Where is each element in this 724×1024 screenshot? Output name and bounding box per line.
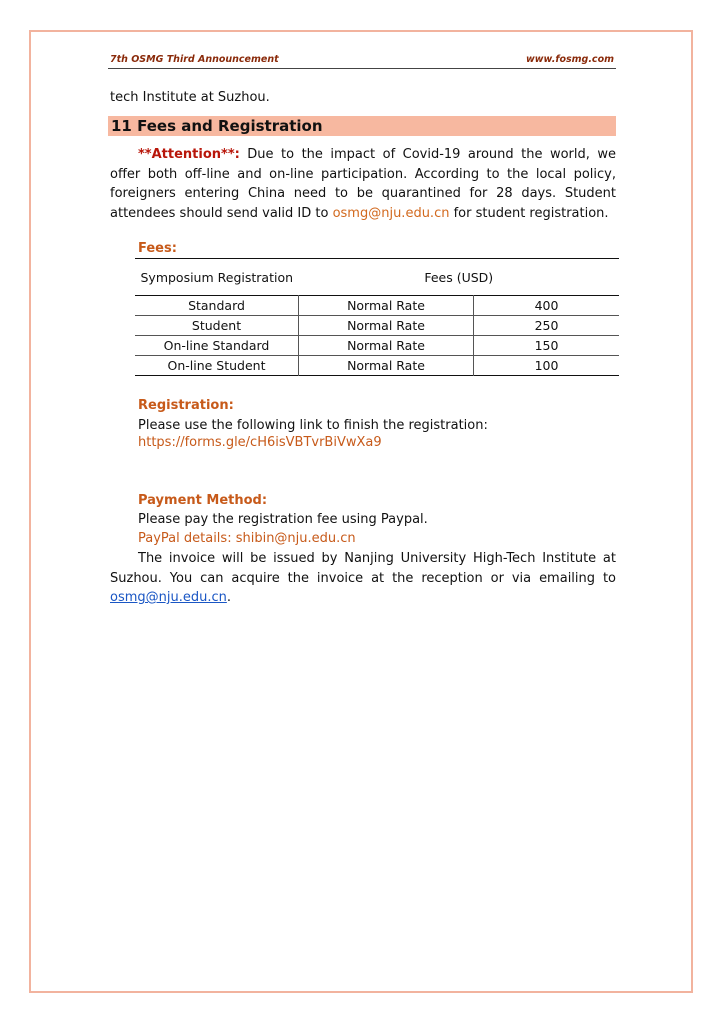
row-category: On-line Student	[167, 358, 266, 373]
header-registration: Symposium Registration	[140, 269, 294, 285]
fees-table-header	[135, 259, 619, 296]
fees-table	[135, 258, 619, 376]
row-rate: Normal Rate	[299, 356, 474, 376]
row-category: On-line Standard	[163, 338, 270, 353]
invoice-end: .	[226, 590, 232, 605]
row-rate: Normal Rate	[299, 296, 474, 316]
table-row	[135, 356, 619, 376]
row-fee: 150	[474, 336, 620, 356]
row-rate: Normal Rate	[299, 336, 474, 356]
row-category: Standard	[188, 298, 245, 313]
attention-email[interactable]: osmg@nju.edu.cn	[332, 205, 450, 221]
paypal-details: PayPal details: shibin@nju.edu.cn	[138, 531, 356, 546]
row-fee: 100	[474, 356, 620, 376]
attention-text: Due to the impact of Covid-19 around the world, we offer both off-line and on-line participation. According to the local policy, foreigners entering China need to be quarantined for 28 days. Student attendees should send valid ID to	[110, 147, 616, 221]
invoice-email-link[interactable]: osmg@nju.edu.cn	[110, 590, 227, 605]
invoice-text: The invoice will be issued by Nanjing University High-Tech Institute at Suzhou. You can acquire the invoice at the reception or via emailing to	[110, 551, 616, 586]
header-website: www.fosmg.com	[525, 54, 614, 65]
row-fee: 400	[474, 296, 620, 316]
page-header	[108, 52, 616, 69]
registration-label: Registration:	[138, 398, 234, 413]
registration-text: Please use the following link to finish the registration:	[138, 418, 488, 433]
table-row	[135, 336, 619, 356]
registration-link[interactable]: https://forms.gle/cH6isVBTvrBiVwXa9	[138, 435, 382, 450]
header-title: 7th OSMG Third Announcement	[110, 54, 279, 65]
continuation-text: tech Institute at Suzhou.	[110, 90, 270, 105]
section-title: 11 Fees and Registration	[111, 117, 323, 135]
row-fee: 250	[474, 316, 620, 336]
row-rate: Normal Rate	[299, 316, 474, 336]
attention-text-end: for student registration.	[449, 205, 609, 221]
fees-label: Fees:	[138, 241, 177, 256]
attention-paragraph	[110, 145, 616, 223]
payment-text: Please pay the registration fee using Paypal.	[138, 512, 428, 527]
row-category: Student	[191, 318, 242, 333]
payment-label: Payment Method:	[138, 493, 268, 508]
section-heading	[108, 116, 616, 136]
attention-label: **Attention**:	[138, 147, 240, 162]
table-row	[135, 296, 619, 316]
table-row	[135, 316, 619, 336]
header-fees: Fees (USD)	[424, 269, 494, 285]
invoice-paragraph	[110, 549, 616, 608]
